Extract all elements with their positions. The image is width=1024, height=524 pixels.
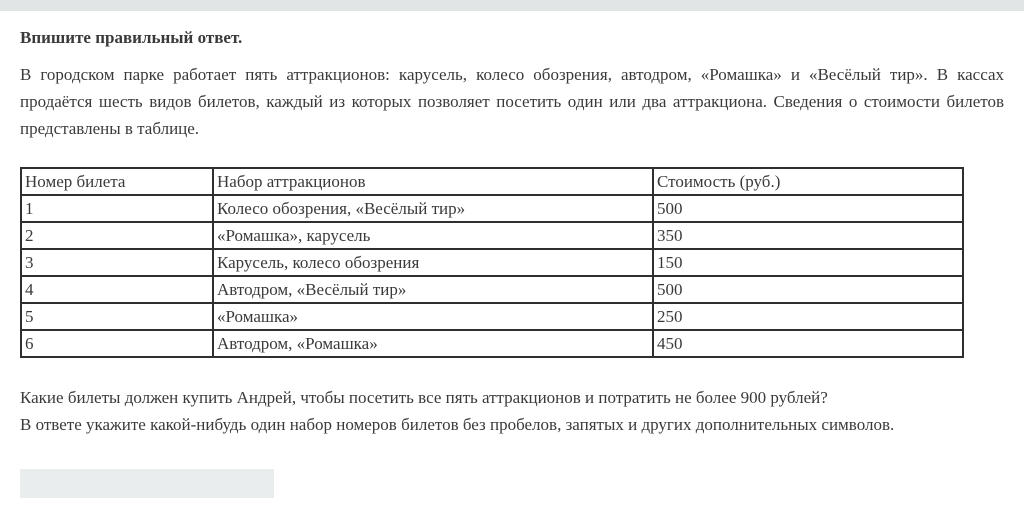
price-cell: 450 <box>653 330 963 357</box>
price-cell: 500 <box>653 195 963 222</box>
top-bar <box>0 0 1024 11</box>
table-row <box>21 330 963 357</box>
table-row <box>21 222 963 249</box>
ticket-number-cell: 4 <box>21 276 213 303</box>
table-row <box>21 249 963 276</box>
table-row <box>21 276 963 303</box>
price-cell: 500 <box>653 276 963 303</box>
column-header-ticket-number: Номер билета <box>21 168 213 195</box>
question-text <box>20 384 1004 438</box>
ticket-number-cell: 5 <box>21 303 213 330</box>
question-line-2: В ответе укажите какой-нибудь один набор номеров билетов без пробелов, запятых и других дополнительных символов. <box>20 415 895 434</box>
ticket-number-cell: 3 <box>21 249 213 276</box>
attraction-set-cell: Автодром, «Весёлый тир» <box>213 276 653 303</box>
attraction-set-cell: Карусель, колесо обозрения <box>213 249 653 276</box>
table-row <box>21 195 963 222</box>
question-page <box>0 27 1024 498</box>
answer-input[interactable] <box>20 469 274 498</box>
attraction-set-cell: Колесо обозрения, «Весёлый тир» <box>213 195 653 222</box>
ticket-number-cell: 1 <box>21 195 213 222</box>
column-header-price: Стоимость (руб.) <box>653 168 963 195</box>
ticket-number-cell: 6 <box>21 330 213 357</box>
price-cell: 350 <box>653 222 963 249</box>
table-header-row <box>21 168 963 195</box>
price-cell: 150 <box>653 249 963 276</box>
table-row <box>21 303 963 330</box>
column-header-attraction-set: Набор аттракционов <box>213 168 653 195</box>
question-line-1: Какие билеты должен купить Андрей, чтобы посетить все пять аттракционов и потратить не более 900 рублей? <box>20 388 828 407</box>
task-intro-text: В городском парке работает пять аттракционов: карусель, колесо обозрения, автодром, «Ромашка» и «Весёлый тир». В кассах продаётся шесть видов билетов, каждый из которых позволяет посетить один или два аттракциона. Сведения о стоимости билетов представлены в таблице. <box>20 65 1004 138</box>
attraction-set-cell: «Ромашка» <box>213 303 653 330</box>
attraction-set-cell: Автодром, «Ромашка» <box>213 330 653 357</box>
ticket-number-cell: 2 <box>21 222 213 249</box>
page-title: Впишите правильный ответ. <box>20 28 243 47</box>
ticket-price-table <box>20 167 964 358</box>
attraction-set-cell: «Ромашка», карусель <box>213 222 653 249</box>
price-cell: 250 <box>653 303 963 330</box>
